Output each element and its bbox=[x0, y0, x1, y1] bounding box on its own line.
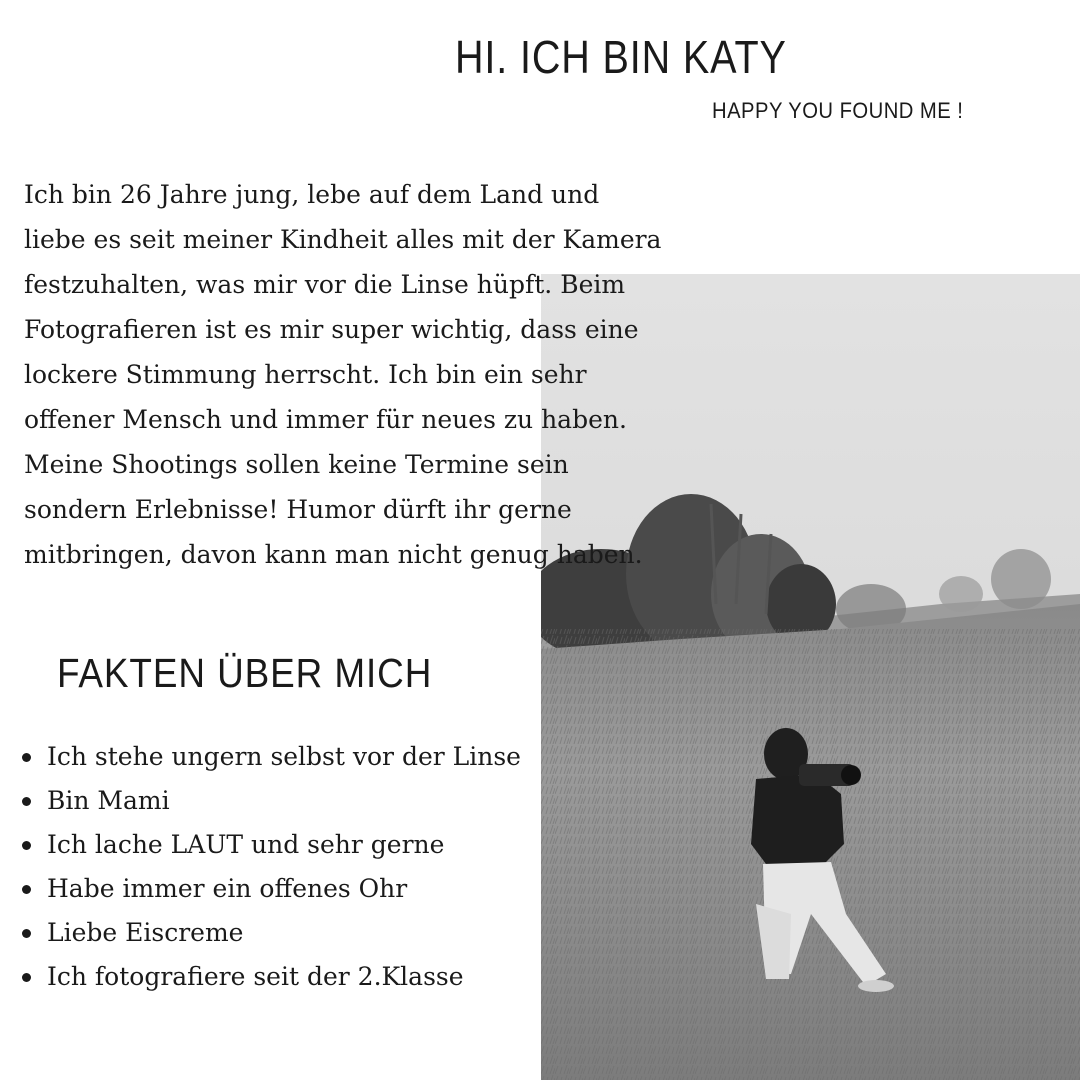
list-item: Ich fotografiere seit der 2.Klasse bbox=[20, 955, 521, 999]
intro-line: sondern Erlebnisse! Humor dürft ihr gerne bbox=[24, 495, 572, 524]
list-item: Liebe Eiscreme bbox=[20, 911, 521, 955]
intro-line: Fotografieren ist es mir super wichtig, dass eine bbox=[24, 315, 639, 344]
intro-line: Meine Shootings sollen keine Termine sein bbox=[24, 450, 569, 479]
list-item: Bin Mami bbox=[20, 779, 521, 823]
intro-line: Ich bin 26 Jahre jung, lebe auf dem Land und bbox=[24, 180, 600, 209]
facts-heading: FAKTEN ÜBER MICH bbox=[57, 650, 433, 696]
intro-line: offener Mensch und immer für neues zu haben. bbox=[24, 405, 627, 434]
list-item: Ich lache LAUT und sehr gerne bbox=[20, 823, 521, 867]
intro-line: mitbringen, davon kann man nicht genug haben. bbox=[24, 540, 643, 569]
intro-line: lockere Stimmung herrscht. Ich bin ein sehr bbox=[24, 360, 587, 389]
facts-list bbox=[20, 735, 521, 999]
list-item: Ich stehe ungern selbst vor der Linse bbox=[20, 735, 521, 779]
intro-line: liebe es seit meiner Kindheit alles mit der Kamera bbox=[24, 225, 662, 254]
page-subtitle: HAPPY YOU FOUND ME ! bbox=[712, 98, 964, 123]
intro-line: festzuhalten, was mir vor die Linse hüpft. Beim bbox=[24, 270, 626, 299]
page-title: HI. ICH BIN KATY bbox=[455, 31, 787, 83]
list-item: Habe immer ein offenes Ohr bbox=[20, 867, 521, 911]
intro-paragraph bbox=[24, 172, 684, 577]
